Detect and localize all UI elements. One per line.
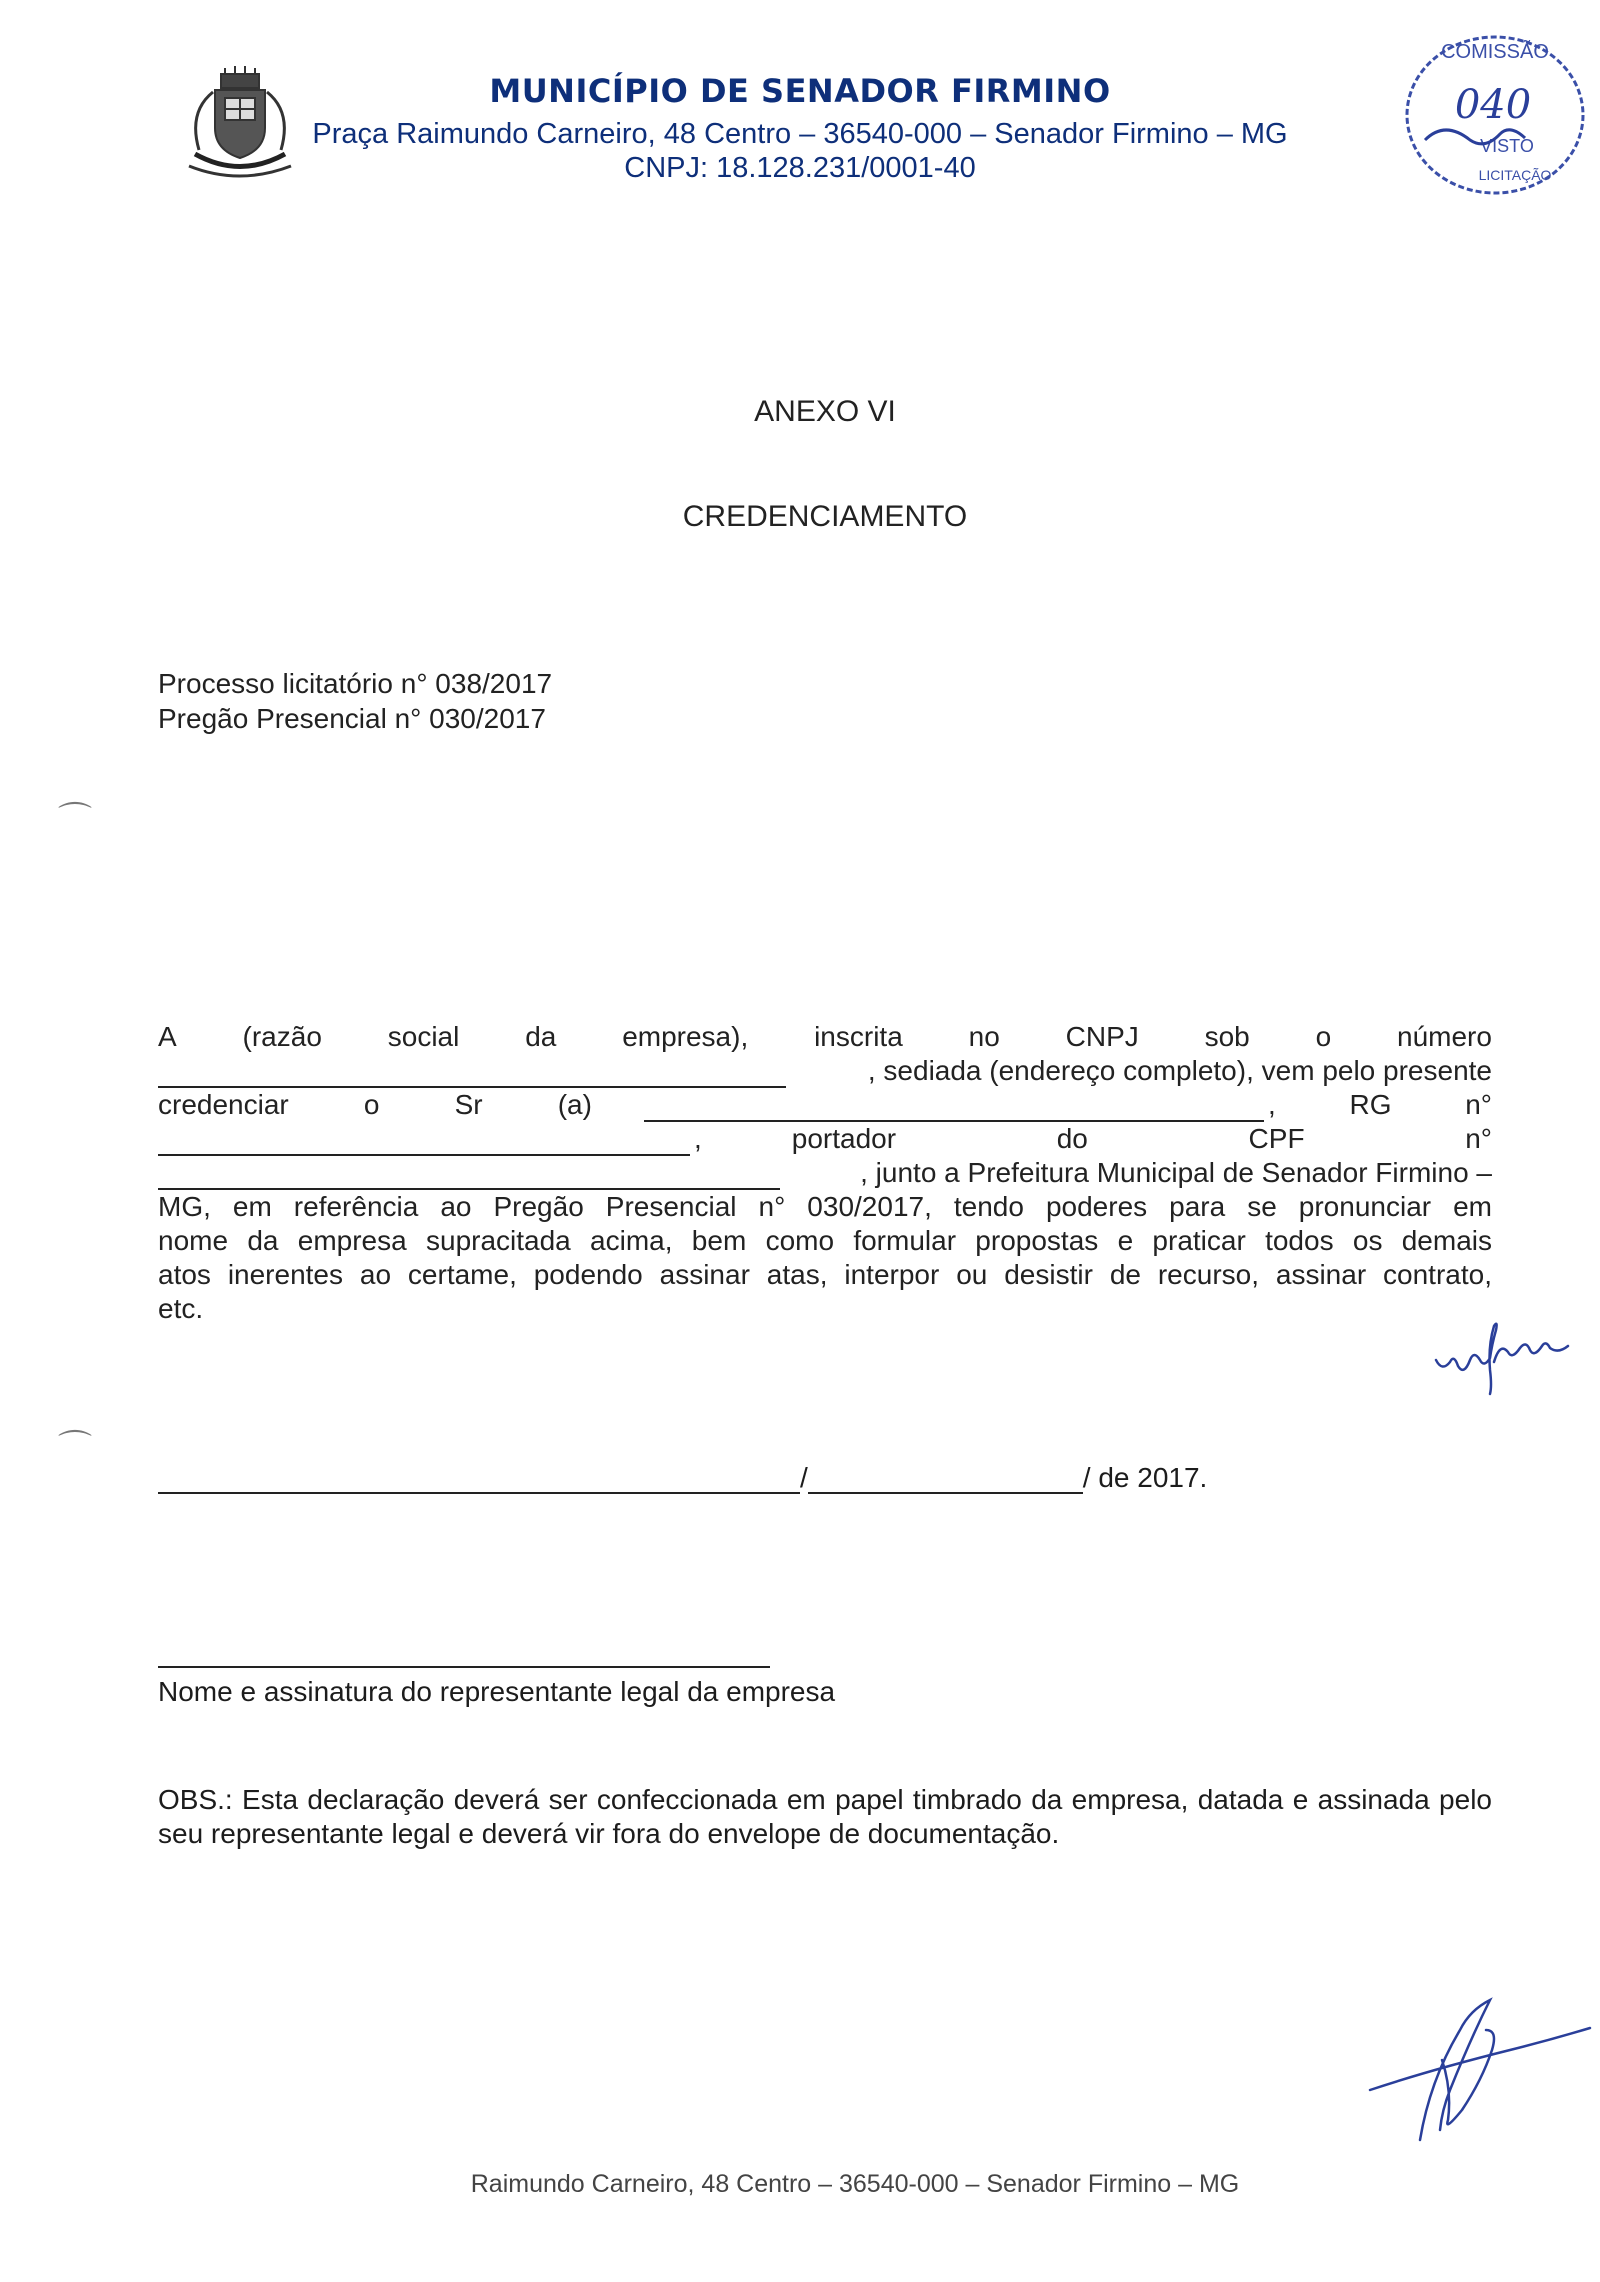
margin-mark: ⌒ — [58, 1429, 92, 1467]
commission-stamp — [1395, 20, 1595, 200]
date-separator-1: / — [800, 1462, 808, 1493]
stamp-text-top: COMISSÃO — [1441, 41, 1549, 63]
signature-line — [158, 1666, 770, 1668]
body-line-5: , junto a Prefeitura Municipal de Senador Firmino – — [158, 1156, 1492, 1190]
body-paragraph — [158, 1020, 1492, 1326]
margin-mark: ⌒ — [58, 801, 92, 839]
body-line-2: , sediada (endereço completo), vem pelo presente — [158, 1054, 1492, 1088]
rg-blank — [158, 1132, 690, 1156]
cnpj-blank — [158, 1064, 786, 1088]
handwritten-initials — [1432, 1318, 1582, 1398]
date-separator-2: / de 2017. — [1082, 1462, 1208, 1493]
body-line-9: etc. — [158, 1293, 204, 1324]
body-line-1: A (razão social da empresa), inscrita no CNPJ sob o número — [158, 1021, 1492, 1052]
city-blank — [158, 1470, 800, 1494]
month-blank — [808, 1470, 1083, 1494]
body-line-7: nome da empresa supracitada acima, bem como formular propostas e praticar todos os demais — [158, 1225, 1492, 1256]
observation-note: OBS.: Esta declaração deverá ser confeccionada em papel timbrado da empresa, datada e assinada pelo seu representante legal e deverá vir fora do envelope de documentação. — [158, 1784, 1492, 1849]
stamp-number: 040 — [1454, 82, 1532, 128]
municipality-cnpj: CNPJ: 18.128.231/0001-40 — [624, 152, 976, 184]
document-title: CREDENCIAMENTO — [682, 500, 968, 533]
body-line-3: credenciar o Sr (a) , RG n° — [158, 1089, 1492, 1120]
representative-name-blank — [644, 1098, 1264, 1122]
pregao-number: Pregão Presencial n° 030/2017 — [158, 703, 546, 734]
stamp-text-bottom: LICITAÇÃO — [1478, 167, 1552, 183]
footer-address: Raimundo Carneiro, 48 Centro – 36540-000 – Senador Firmino – MG — [470, 2170, 1240, 2198]
date-row — [158, 1462, 1207, 1494]
process-number: Processo licitatório n° 038/2017 — [158, 668, 553, 699]
annex-title: ANEXO VI — [754, 395, 896, 428]
handwritten-signature — [1360, 1990, 1600, 2150]
body-line-4: , portador do CPF n° — [158, 1122, 1492, 1156]
body-line-6: MG, em referência ao Pregão Presencial n° 030/2017, tendo poderes para se pronunciar em — [158, 1191, 1492, 1222]
cpf-blank — [158, 1166, 780, 1190]
body-line-8: atos inerentes ao certame, podendo assinar atas, interpor ou desistir de recurso, assinar contrato, — [158, 1259, 1492, 1290]
municipality-title: MUNICÍPIO DE SENADOR FIRMINO — [489, 72, 1111, 110]
stamp-text-mid: VISTO — [1480, 136, 1534, 156]
signature-caption: Nome e assinatura do representante legal da empresa — [158, 1676, 836, 1707]
municipality-address: Praça Raimundo Carneiro, 48 Centro – 36540-000 – Senador Firmino – MG — [312, 118, 1288, 150]
